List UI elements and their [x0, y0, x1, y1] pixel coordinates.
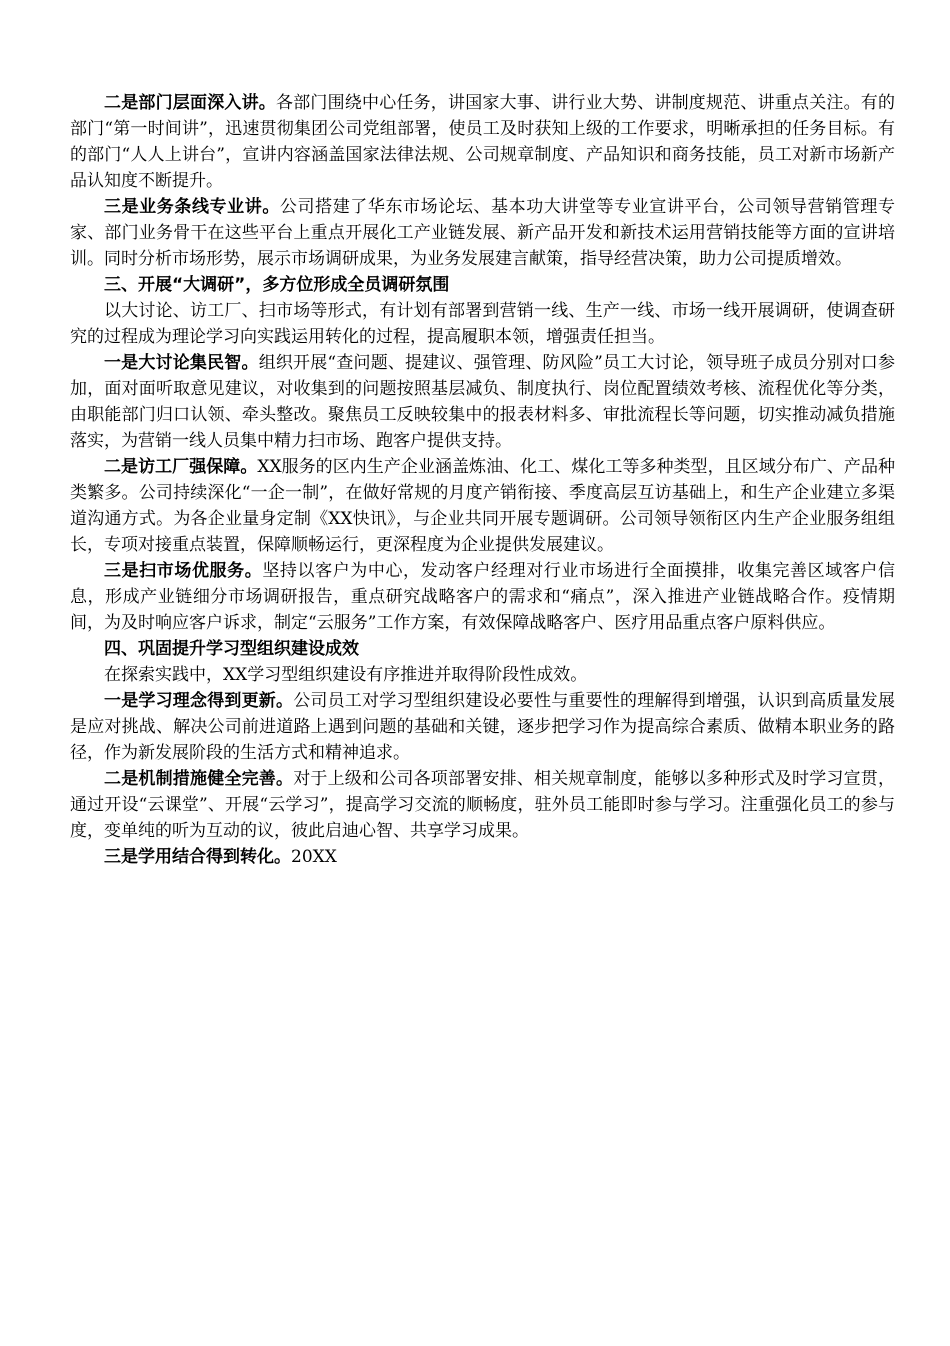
paragraph-text: 以大讨论、访工厂、扫市场等形式，有计划有部署到营销一线、生产一线、市场一线开展调研，使调查研究的过程成为理论学习向实践运用转化的过程，提高履职本领，增强责任担当。	[70, 301, 895, 347]
paragraph-text: 公司搭建了华东市场论坛、基本功大讲堂等专业宣讲平台，公司领导营销管理专家、部门业务骨干在这些平台上重点开展化工产业链发展、新产品开发和新技术运用营销技能等方面的宣讲培训。同时分析市场形势，展示市场调研成果，为业务发展建言献策，指导经营决策，助力公司提质增效。	[70, 197, 896, 269]
paragraph-lead: 三是学用结合得到转化。	[104, 847, 291, 867]
paragraph-text: 各部门围绕中心任务，讲国家大事、讲行业大势、讲制度规范、讲重点关注。有的部门“第一时间讲”，迅速贯彻集团公司党组部署，使员工及时获知上级的工作要求，明晰承担的任务目标。有的部门“人人上讲台”，宣讲内容涵盖国家法律法规、公司规章制度、产品知识和商务技能，员工对新市场新产品认知度不断提升。	[70, 93, 895, 191]
paragraph-research-intro	[70, 298, 895, 350]
document-body	[70, 90, 895, 870]
paragraph-department-level	[70, 90, 895, 194]
section-heading-learning-org: 四、巩固提升学习型组织建设成效	[104, 639, 359, 659]
paragraph-text: 坚持以客户为中心，发动客户经理对行业市场进行全面摸排，收集完善区域客户信息，形成产业链细分市场调研报告，重点研究战略客户的需求和“痛点”，深入推进产业链战略合作。疫情期间，为及时响应客户诉求，制定“云服务”工作方案，有效保障战略客户、医疗用品重点客户原料供应。	[70, 561, 896, 633]
paragraph-application	[70, 844, 895, 870]
paragraph-lead: 二是访工厂强保障。	[104, 457, 258, 477]
paragraph-mechanism	[70, 766, 895, 844]
paragraph-text: XX服务的区内生产企业涵盖炼油、化工、煤化工等多种类型，且区域分布广、产品种类繁多。公司持续深化“一企一制”，在做好常规的月度产销衔接、季度高层互访基础上，和生产企业建立多渠道沟通方式。为各企业量身定制《XX快讯》，与企业共同开展专题调研。公司领导领衔区内生产企业服务组组长，专项对接重点装置，保障顺畅运行，更深程度为企业提供发展建议。	[70, 457, 895, 555]
paragraph-lead: 三是扫市场优服务。	[104, 561, 263, 581]
paragraph-learning-intro	[70, 662, 895, 688]
paragraph-lead: 三是业务条线专业讲。	[104, 197, 280, 217]
section-heading-research: 三、开展“大调研”，多方位形成全员调研氛围	[104, 275, 450, 295]
paragraph-lead: 二是机制措施健全完善。	[104, 769, 294, 789]
paragraph-text: 对于上级和公司各项部署安排、相关规章制度，能够以多种形式及时学习宣贯，通过开设“云课堂”、开展“云学习”，提高学习交流的顺畅度，驻外员工能即时参与学习。注重强化员工的参与度，变单纯的听为互动的议，彼此启迪心智、共享学习成果。	[70, 769, 896, 841]
paragraph-text: 公司员工对学习型组织建设必要性与重要性的理解得到增强，认识到高质量发展是应对挑战、解决公司前进道路上遇到问题的基础和关键，逐步把学习作为提高综合素质、做精本职业务的路径，作为新发展阶段的生活方式和精神追求。	[70, 691, 896, 763]
paragraph-learning-concept	[70, 688, 895, 766]
paragraph-text: 在探索实践中，XX学习型组织建设有序推进并取得阶段性成效。	[104, 665, 588, 685]
paragraph-factory-visit	[70, 454, 895, 558]
paragraph-lead: 二是部门层面深入讲。	[104, 93, 276, 113]
paragraph-text: 20XX	[291, 847, 337, 867]
paragraph-business-line	[70, 194, 895, 272]
paragraph-text: 组织开展“查问题、提建议、强管理、防风险”员工大讨论，领导班子成员分别对口参加，面对面听取意见建议，对收集到的问题按照基层减负、制度执行、岗位配置绩效考核、流程优化等分类，由职能部门归口认领、牵头整改。聚焦员工反映较集中的报表材料多、审批流程长等问题，切实推动减负措施落实，为营销一线人员集中精力扫市场、跑客户提供支持。	[70, 353, 895, 451]
paragraph-discussion	[70, 350, 895, 454]
paragraph-lead: 一是学习理念得到更新。	[104, 691, 294, 711]
paragraph-market-scan	[70, 558, 895, 636]
paragraph-lead: 一是大讨论集民智。	[104, 353, 259, 373]
